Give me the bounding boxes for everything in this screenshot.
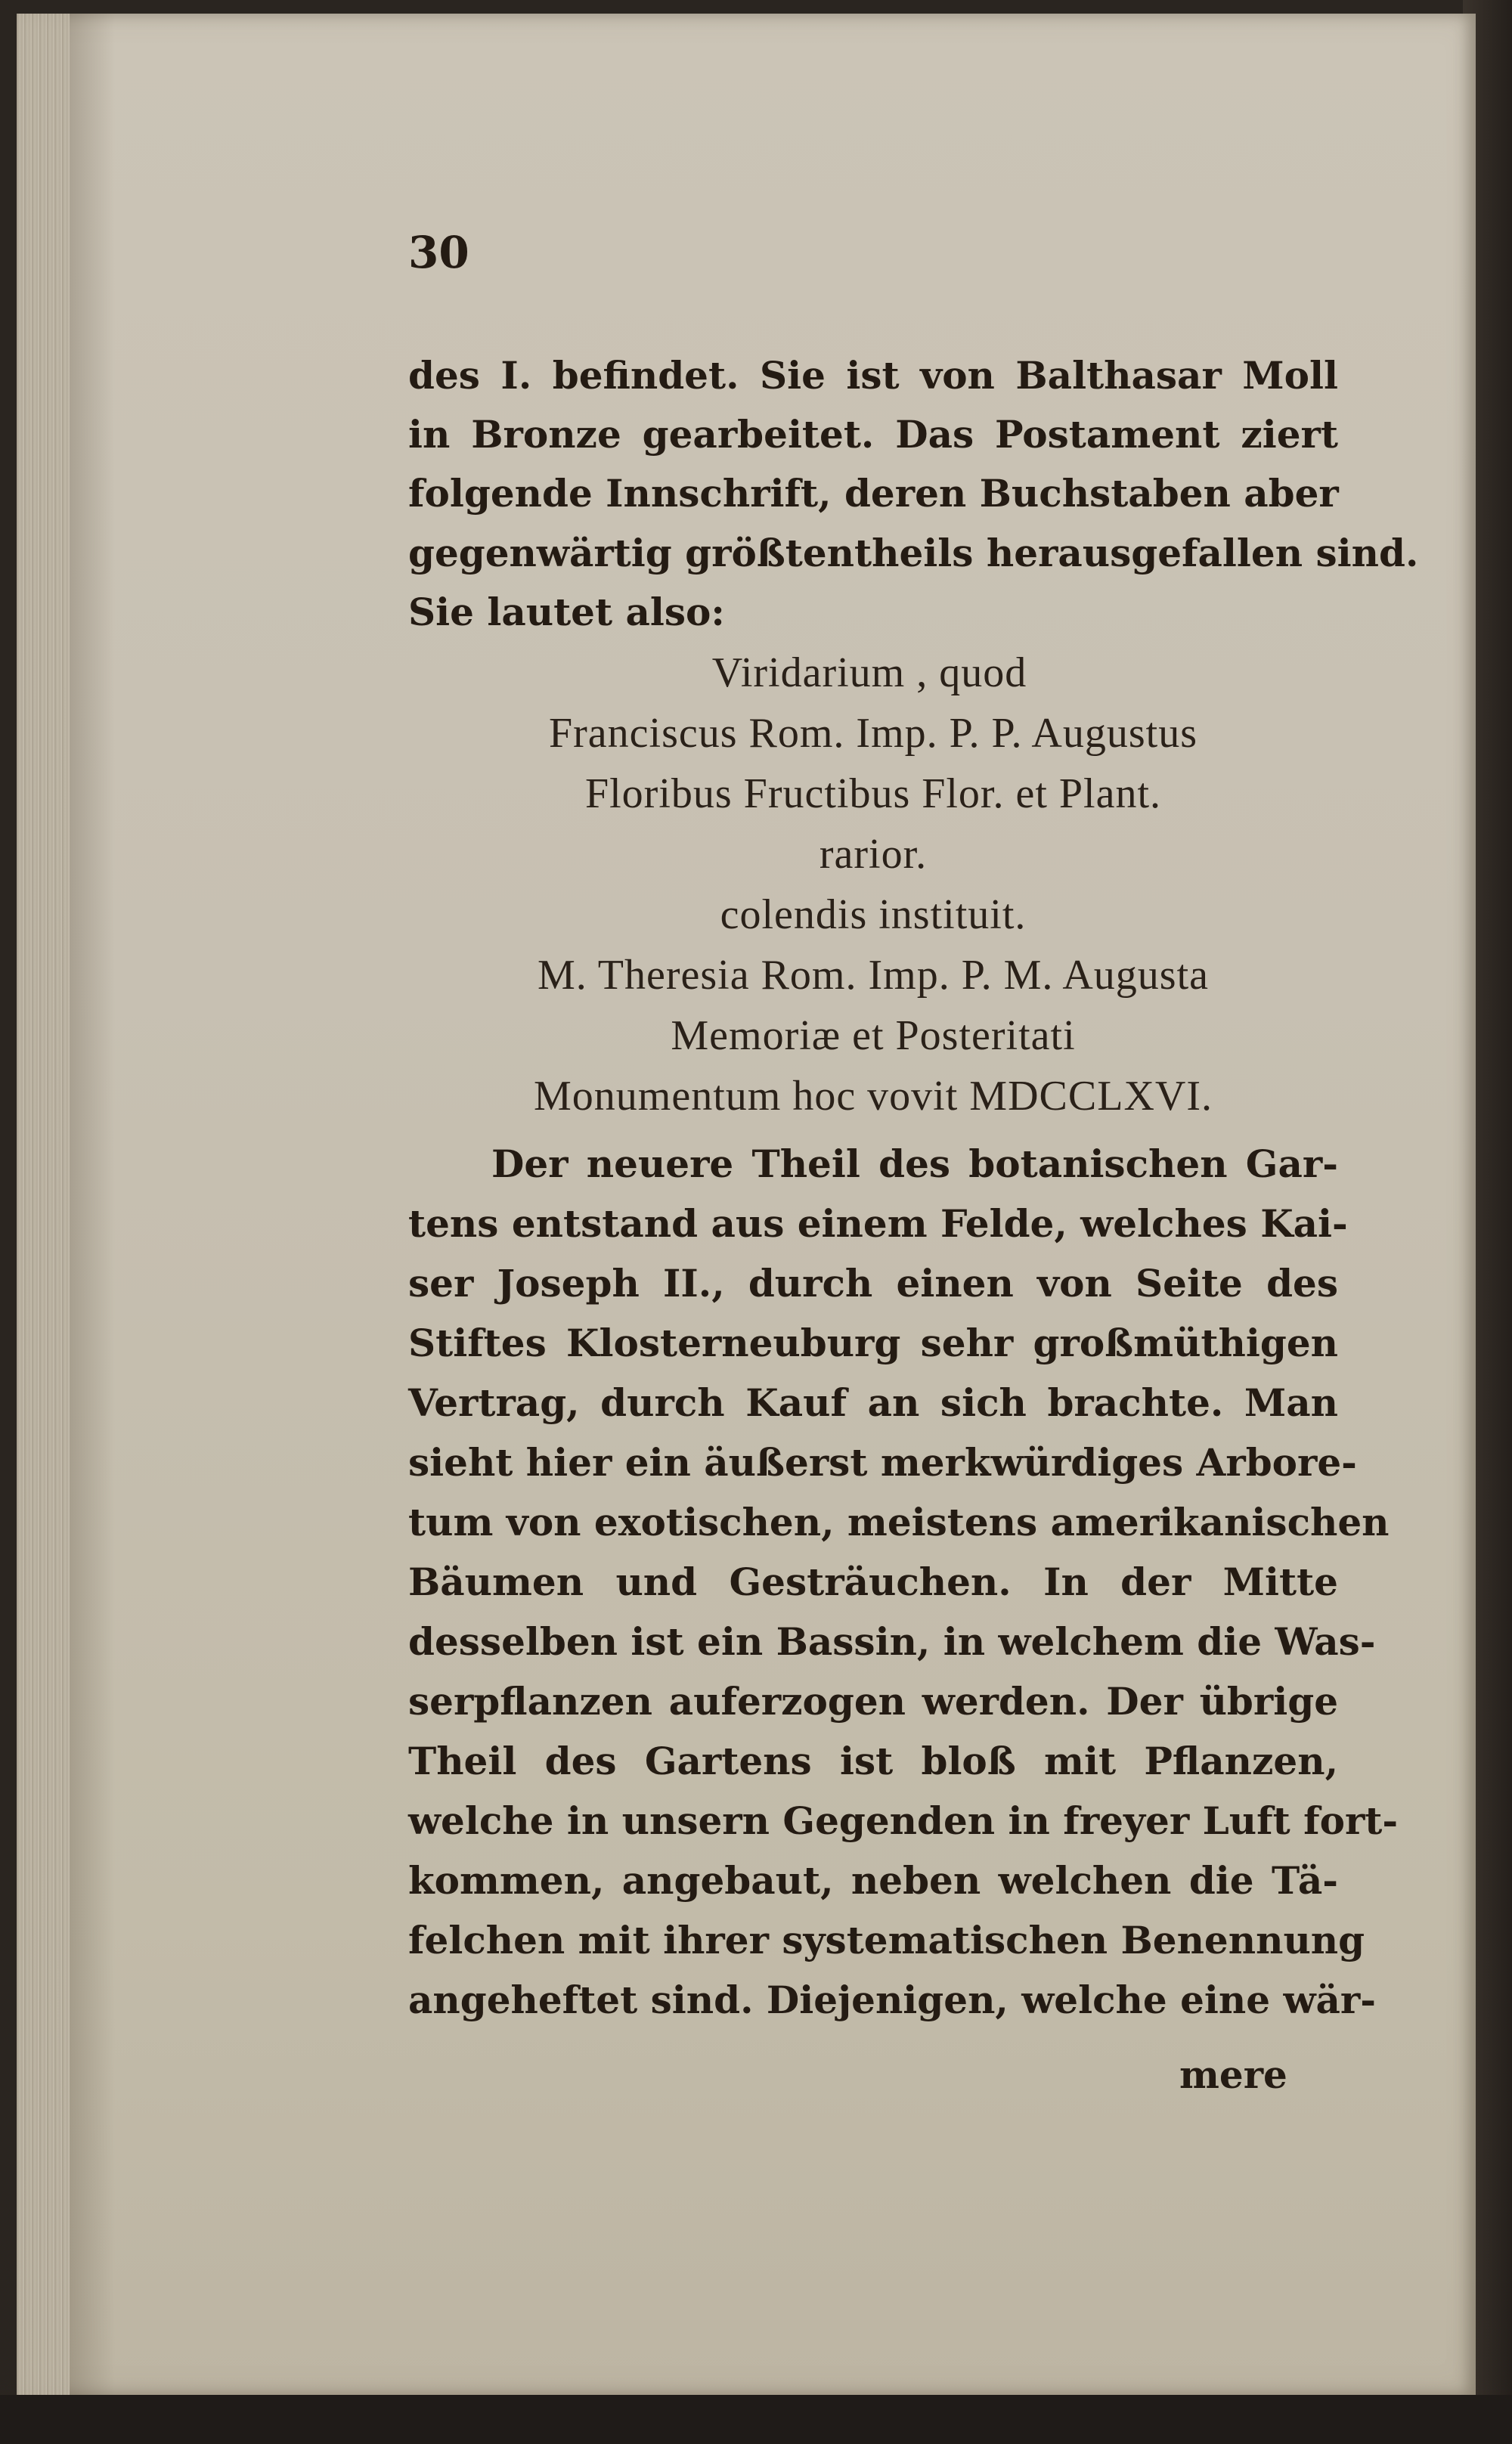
- text-line: Bäumen und Gesträuchen. In der Mitte: [408, 1560, 1338, 1604]
- page-stack-edges: [17, 14, 70, 2395]
- inscription-line: Memoriæ et Posteritati: [671, 1012, 1076, 1059]
- text-line: welche in unsern Gegenden in freyer Luft fort-: [408, 1798, 1399, 1843]
- gutter-shadow: [70, 14, 115, 2395]
- text-line: felchen mit ihrer systematischen Benennung: [408, 1918, 1365, 1962]
- inscription-line: Floribus Fructibus Flor. et Plant.: [584, 770, 1162, 817]
- page-number: 30: [408, 227, 469, 278]
- text-line: Stiftes Klosterneuburg sehr großmüthigen: [408, 1321, 1338, 1365]
- text-line: gegenwärtig größtentheils herausgefallen sind.: [408, 531, 1419, 575]
- text-line: kommen, angebaut, neben welchen die Tä-: [408, 1858, 1338, 1903]
- text-line: in Bronze gearbeitet. Das Postament ziert: [408, 412, 1338, 457]
- scan-background: [0, 2395, 1512, 2444]
- inscription-line: Monumentum hoc vovit MDCCLXVI.: [534, 1073, 1213, 1120]
- text-line: des I. befindet. Sie ist von Balthasar Moll: [408, 353, 1338, 398]
- inscription-line: rarior.: [819, 831, 928, 878]
- inscription-line: colendis instituit.: [720, 891, 1027, 938]
- text-line: Theil des Gartens ist bloß mit Pflanzen,: [408, 1739, 1338, 1783]
- inscription-line: Viridarium , quod: [711, 649, 1027, 696]
- text-line: angeheftet sind. Diejenigen, welche eine wär-: [408, 1978, 1377, 2022]
- text-line: sieht hier ein äußerst merkwürdiges Arbore-: [408, 1440, 1357, 1485]
- inscription-line: Franciscus Rom. Imp. P. P. Augustus: [549, 710, 1198, 757]
- inscription-line: M. Theresia Rom. Imp. P. M. Augusta: [538, 952, 1209, 999]
- text-line: folgende Innschrift, deren Buchstaben aber: [408, 471, 1339, 516]
- text-line: Sie lautet also:: [408, 590, 725, 634]
- text-line: Der neuere Theil des botanischen Gar-: [491, 1141, 1338, 1186]
- text-line: ser Joseph II., durch einen von Seite des: [408, 1261, 1338, 1306]
- text-line: serpflanzen auferzogen werden. Der übrige: [408, 1679, 1338, 1724]
- catchword: mere: [1179, 2052, 1287, 2097]
- text-line: tum von exotischen, meistens amerikanischen: [408, 1500, 1390, 1544]
- text-line: desselben ist ein Bassin, in welchem die Was-: [408, 1619, 1376, 1664]
- text-line: Vertrag, durch Kauf an sich brachte. Man: [408, 1380, 1338, 1425]
- text-line: tens entstand aus einem Felde, welches Kai-: [408, 1201, 1348, 1246]
